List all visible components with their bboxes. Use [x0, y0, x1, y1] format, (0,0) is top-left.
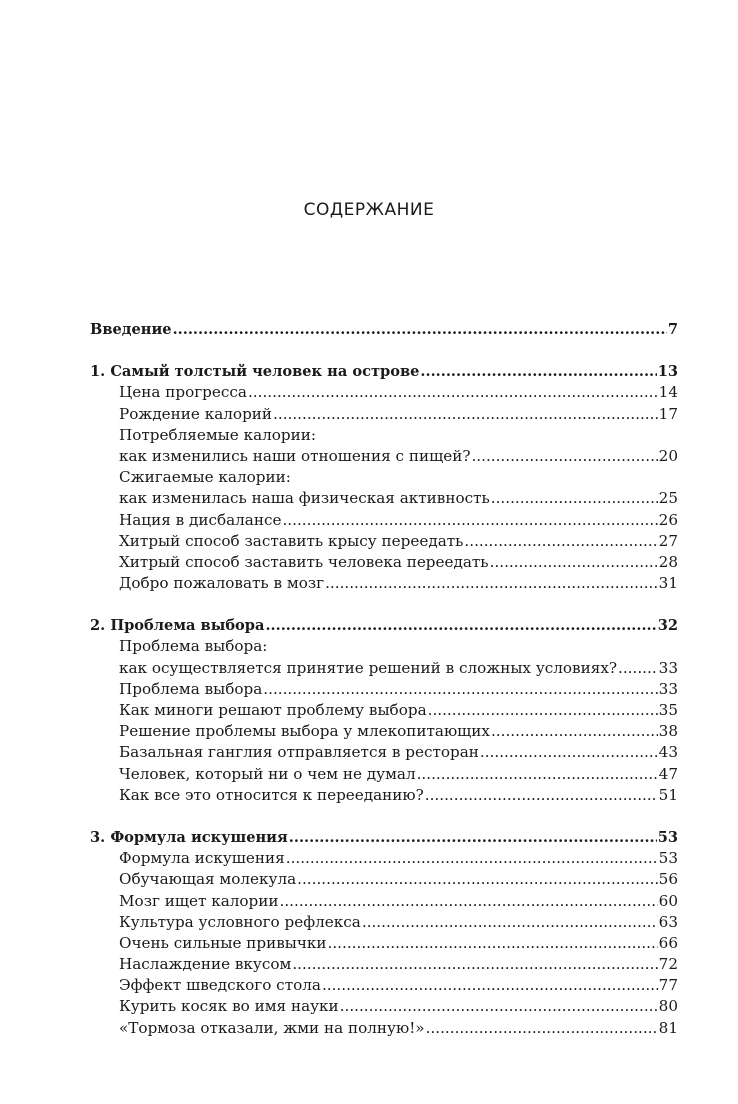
toc-entry-page: 35 — [658, 701, 678, 719]
dot-leader — [280, 891, 658, 912]
toc-entry — [90, 467, 678, 488]
toc-entry-page: 28 — [658, 552, 678, 571]
dot-leader — [263, 679, 657, 700]
table-of-contents — [90, 319, 678, 1039]
dot-leader — [417, 764, 658, 785]
dot-leader — [286, 848, 658, 869]
dot-leader — [618, 658, 658, 679]
toc-chapter-title: 3. Формула искушения — [90, 828, 288, 846]
toc-entry-label: Человек, который ни о чем не думал — [119, 764, 416, 783]
toc-entry-page: 60 — [658, 891, 678, 910]
toc-entry — [90, 742, 678, 763]
toc-entry-page: 38 — [658, 722, 678, 741]
toc-entry-page: 20 — [658, 446, 678, 465]
toc-entry-label: «Тормоза отказали, жми на полную!» — [119, 1018, 425, 1037]
toc-chapter-title: 2. Проблема выбора — [90, 617, 265, 635]
toc-entry — [90, 954, 678, 975]
toc-entry-label: Решение проблемы выбора у млекопитающих — [119, 722, 490, 741]
dot-leader — [289, 827, 657, 848]
toc-entry-label: Хитрый способ заставить крысу переедать — [119, 531, 464, 550]
toc-entry-label: Хитрый способ заставить человека переедать — [119, 552, 489, 571]
toc-entry — [90, 531, 678, 552]
toc-entry-page: 53 — [658, 849, 678, 868]
toc-chapter-title: 1. Самый толстый человек на острове — [90, 363, 420, 381]
toc-entry — [90, 446, 678, 467]
toc-chapter-2 — [90, 615, 678, 636]
dot-leader — [173, 319, 667, 340]
toc-entry — [90, 975, 678, 996]
dot-leader — [340, 996, 658, 1017]
toc-entry — [90, 764, 678, 785]
dot-leader — [273, 404, 658, 425]
toc-entry-page: 77 — [658, 976, 678, 995]
dot-leader — [491, 721, 658, 742]
toc-entry-label: Как все это относится к перееданию? — [119, 785, 424, 804]
toc-entry — [90, 891, 678, 912]
toc-entry — [90, 679, 678, 700]
toc-entry-label: Сжигаемые калории: — [119, 468, 291, 487]
toc-entry — [90, 848, 678, 869]
toc-entry-label: как изменились наши отношения с пищей? — [119, 446, 471, 465]
toc-entry — [90, 700, 678, 721]
section-spacer — [90, 806, 678, 827]
toc-entry-label: Формула искушения — [119, 849, 285, 868]
toc-entry-label: Цена прогресса — [119, 383, 247, 402]
toc-entry-page: 7 — [667, 321, 678, 338]
toc-entry-label: как осуществляется принятие решений в сложных условиях? — [119, 658, 618, 677]
toc-entry-page: 17 — [658, 404, 678, 423]
toc-entry — [90, 636, 678, 657]
toc-entry-page: 33 — [658, 658, 678, 677]
dot-leader — [265, 615, 656, 636]
toc-entry-label: Культура условного рефлекса — [119, 912, 361, 931]
dot-leader — [292, 954, 657, 975]
toc-entry — [90, 510, 678, 531]
toc-entry — [90, 404, 678, 425]
toc-entry — [90, 552, 678, 573]
toc-entry-page: 43 — [658, 743, 678, 762]
toc-entry-page: 47 — [658, 764, 678, 783]
toc-entry-label: Рождение калорий — [119, 404, 273, 423]
section-spacer — [90, 340, 678, 361]
toc-entry-label: как изменилась наша физическая активность — [119, 489, 490, 508]
toc-entry — [90, 933, 678, 954]
toc-entry — [90, 382, 678, 403]
toc-entry-label: Обучающая молекула — [119, 870, 297, 889]
dot-leader — [325, 573, 658, 594]
toc-entry-label: Потребляемые калории: — [119, 425, 316, 444]
toc-entry-page: 81 — [658, 1018, 678, 1037]
toc-entry-page: 27 — [658, 531, 678, 550]
toc-entry — [90, 488, 678, 509]
toc-entry-page: 14 — [658, 383, 678, 402]
toc-entry-label: Введение — [90, 321, 172, 338]
toc-entry — [90, 1018, 678, 1039]
section-spacer — [90, 594, 678, 615]
dot-leader — [426, 1018, 658, 1039]
dot-leader — [464, 531, 657, 552]
dot-leader — [297, 869, 658, 890]
toc-entry-page: 72 — [658, 955, 678, 974]
dot-leader — [471, 446, 657, 467]
toc-chapter-1 — [90, 361, 678, 382]
toc-entry-page: 25 — [658, 489, 678, 508]
dot-leader — [282, 510, 657, 531]
toc-chapter-page: 53 — [657, 828, 678, 846]
dot-leader — [428, 700, 658, 721]
toc-entry-label: Проблема выбора — [119, 679, 263, 698]
toc-entry-intro — [90, 319, 678, 340]
toc-entry-label: Очень сильные привычки — [119, 933, 327, 952]
toc-entry-page: 33 — [658, 679, 678, 698]
toc-entry-label: Проблема выбора: — [119, 637, 268, 656]
toc-entry — [90, 658, 678, 679]
dot-leader — [491, 488, 658, 509]
toc-chapter-page: 32 — [657, 617, 678, 635]
toc-entry — [90, 912, 678, 933]
toc-entry-label: Мозг ищет калории — [119, 891, 279, 910]
toc-entry-page: 31 — [658, 574, 678, 593]
toc-entry-page: 66 — [658, 933, 678, 952]
toc-entry-label: Наслаждение вкусом — [119, 955, 292, 974]
toc-entry-label: Эффект шведского стола — [119, 976, 321, 995]
dot-leader — [490, 552, 658, 573]
toc-entry — [90, 425, 678, 446]
toc-entry — [90, 869, 678, 890]
toc-entry-label: Как миноги решают проблему выбора — [119, 701, 427, 719]
toc-chapter-page: 13 — [657, 363, 678, 381]
toc-entry — [90, 996, 678, 1017]
dot-leader — [248, 382, 658, 403]
toc-entry-label: Курить косяк во имя науки — [119, 997, 339, 1016]
toc-entry-label: Добро пожаловать в мозг — [119, 574, 325, 593]
toc-chapter-3 — [90, 827, 678, 848]
dot-leader — [362, 912, 658, 933]
dot-leader — [480, 742, 658, 763]
toc-entry — [90, 573, 678, 594]
page-title: СОДЕРЖАНИЕ — [303, 200, 435, 220]
toc-entry-page: 63 — [658, 912, 678, 931]
toc-entry-page: 26 — [658, 510, 678, 529]
toc-entry-page: 51 — [658, 785, 678, 804]
toc-entry-page: 56 — [658, 870, 678, 889]
toc-entry-label: Базальная ганглия отправляется в ресторан — [119, 743, 479, 762]
toc-entry — [90, 785, 678, 806]
toc-entry — [90, 721, 678, 742]
dot-leader — [425, 785, 658, 806]
toc-entry-page: 80 — [658, 997, 678, 1016]
dot-leader — [420, 361, 656, 382]
toc-entry-label: Нация в дисбалансе — [119, 510, 282, 529]
dot-leader — [322, 975, 658, 996]
dot-leader — [328, 933, 658, 954]
